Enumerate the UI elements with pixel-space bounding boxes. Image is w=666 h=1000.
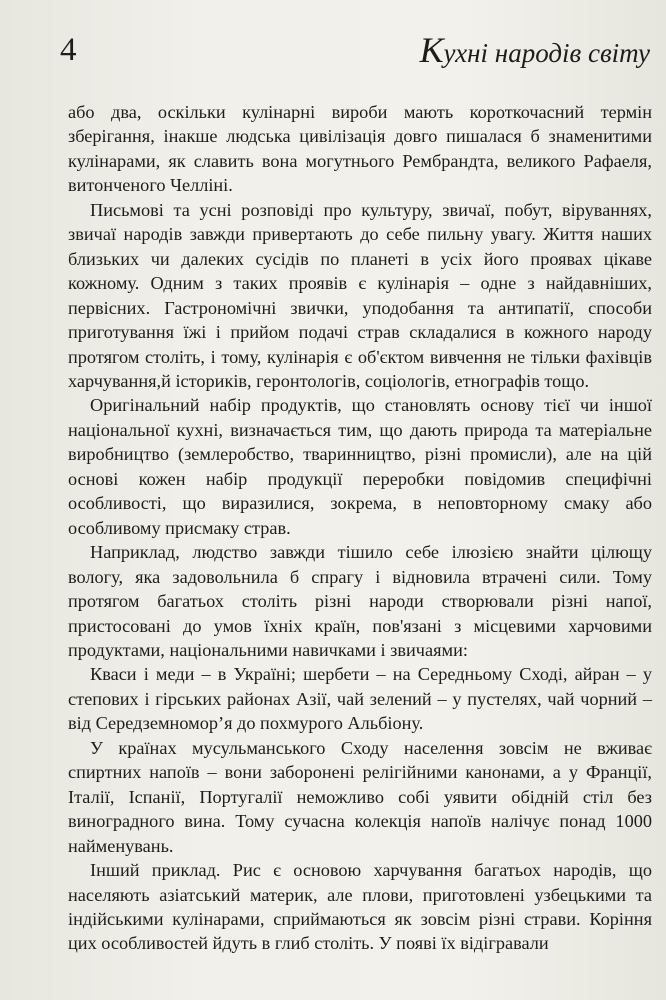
paragraph: У країнах мусульманського Сходу населення зовсім не вживає спиртних напоїв – вони заборонені релігійними канонами, а у Франції, Італії, Іспанії, Португалії неможливо собі уявити обідній стіл без виноградного вина. Тому сучасна колекція напоїв налічує понад 1000 найменувань. bbox=[68, 737, 652, 856]
paragraph: Кваси і меди – в Україні; шербети – на Середньому Сході, айран – у степових і гірських районах Азії, чай зелений – у пустелях, чай чорний – від Середземномор’я до похмурого Альбіону. bbox=[68, 664, 652, 734]
paragraph: Письмові та усні розповіді про культуру, звичаї, побут, віруваннях, звичаї народів завжди привертають до себе пильну увагу. Життя наших близьких чи далеких сусідів по планеті в усіх його проявах цікаве кожному. Одним з таких проявів є кулінарія – одне з найдавніших, первісних. Гастрономічні звички, уподобання та антипатії, способи приготування їжі і прийом подачі страв складалися в кожного народу протягом століть, і тому, кулінарія є об'єктом вивчення не тільки фахівців харчування,й істориків, геронтологів, соціологів, етнографів тощо. bbox=[68, 199, 652, 391]
paragraph: Інший приклад. Рис є основою харчування багатьох народів, що населяють азіатський материк, але плови, приготовлені узбецькими та індійськими кулінарами, сприймаються як зовсім різні страви. Коріння цих особливостей йдуть в глиб століть. У появі їх відігравали bbox=[68, 860, 652, 954]
paragraph: Оригінальний набір продуктів, що становлять основу тієї чи іншої національної кухні, визначається тим, що дають природа та матеріальне виробництво (землеробство, тваринництво, різні промисли), але на цій основі кожен набір продукції переробки повідомив специфічні особливості, що виразилися, зокрема, в неповторному смаку або особливому присмаку страв. bbox=[68, 395, 652, 538]
running-title-rest: ухні народів світу bbox=[443, 38, 650, 68]
body-text bbox=[68, 100, 652, 956]
running-title bbox=[420, 32, 650, 68]
paragraph: або два, оскільки кулінарні вироби мають короткочасний термін зберігання, інакше людська цивілізація довго пишалася б знаменитими кулінарами, як славить вона могутнього Рембрандта, великого Рафаеля, витонченого Челліні. bbox=[68, 102, 652, 196]
paragraph: Наприклад, людство завжди тішило себе ілюзією знайти цілющу вологу, яка задовольнила б спрагу і відновила втрачені сили. Тому протягом багатьох століть різні народи створювали різні напої, пристосовані до умов їхніх країн, пов'язані з місцевими харчовими продуктами, національними навичками і звичаями: bbox=[68, 542, 652, 660]
page-number: 4 bbox=[60, 32, 77, 68]
page-header bbox=[0, 18, 666, 78]
running-title-initial: К bbox=[419, 30, 444, 70]
